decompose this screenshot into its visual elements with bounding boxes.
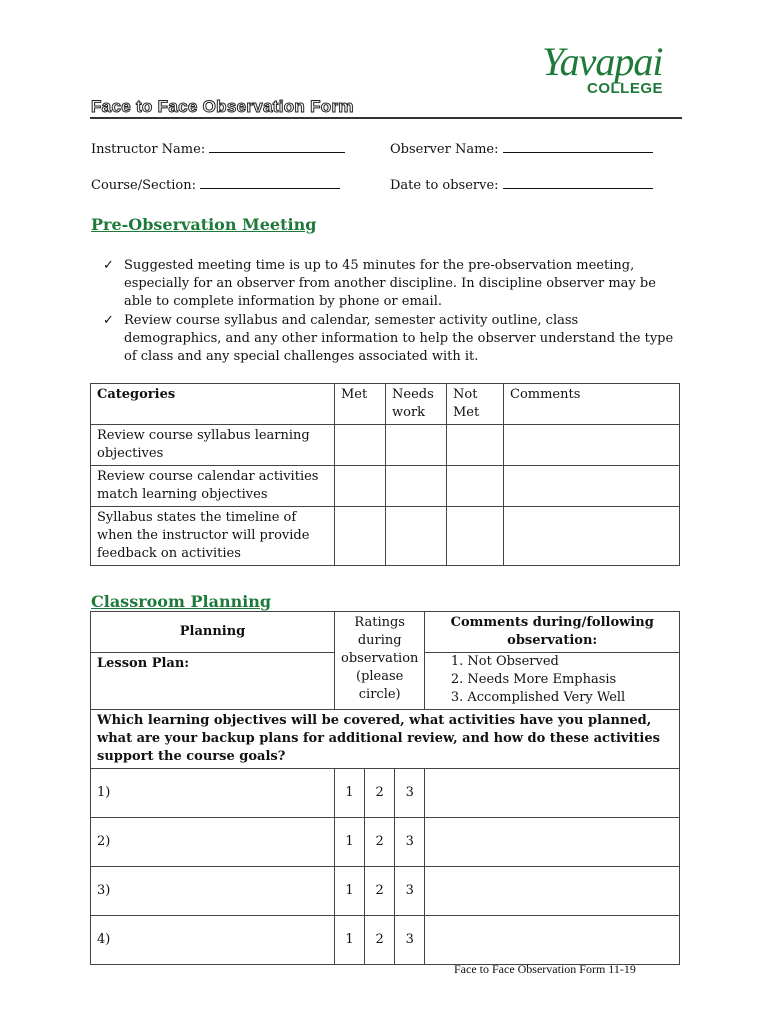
table-row (91, 425, 680, 466)
college-logo-sub: COLLEGE (587, 80, 664, 97)
date-label: Date to observe: (390, 178, 499, 193)
checkmark-icon: ✓ (103, 258, 114, 273)
comments-header: Comments (504, 384, 680, 425)
not-met-cell[interactable] (447, 507, 504, 566)
met-cell[interactable] (335, 507, 386, 566)
course-section-label: Course/Section: (91, 178, 196, 193)
rating-3[interactable]: 3 (395, 916, 425, 965)
comment-scale (425, 653, 680, 710)
category-cell: Review course syllabus learning objectives (91, 425, 335, 466)
rating-2[interactable]: 2 (365, 818, 395, 867)
table-row (91, 916, 680, 965)
observer-name-line[interactable] (503, 140, 653, 153)
needs-work-header: Needs work (386, 384, 447, 425)
form-title: Face to Face Observation Form (91, 97, 354, 116)
table-row (91, 466, 680, 507)
comment-scale-list (431, 653, 673, 707)
not-met-cell[interactable] (447, 466, 504, 507)
comments-during-header: Comments during/following observation: (425, 612, 680, 653)
instructor-name-field (91, 140, 345, 157)
comment-cell[interactable] (425, 769, 680, 818)
scale-item: 1. Not Observed (467, 653, 673, 671)
needs-work-cell[interactable] (386, 466, 447, 507)
bullet-text: Suggested meeting time is up to 45 minutes for the pre-observation meeting, especially for an observer from another discipline. In discipline observer may be able to complete information by phone or email. (124, 258, 656, 309)
course-section-line[interactable] (200, 176, 340, 189)
comment-cell[interactable] (425, 916, 680, 965)
item-label: 2) (91, 818, 335, 867)
planning-header-row (91, 612, 680, 653)
date-field (390, 176, 653, 193)
table-row (91, 867, 680, 916)
rating-2[interactable]: 2 (365, 916, 395, 965)
table-row (91, 818, 680, 867)
needs-work-cell[interactable] (386, 507, 447, 566)
met-cell[interactable] (335, 466, 386, 507)
ratings-header: Ratings during observation (please circle) (335, 612, 425, 710)
instructor-name-line[interactable] (209, 140, 345, 153)
category-cell: Syllabus states the timeline of when the instructor will provide feedback on activities (91, 507, 335, 566)
scale-item: 2. Needs More Emphasis (467, 671, 673, 689)
met-header: Met (335, 384, 386, 425)
observer-name-label: Observer Name: (390, 142, 499, 157)
rating-1[interactable]: 1 (335, 916, 365, 965)
categories-header: Categories (91, 384, 335, 425)
comments-cell[interactable] (504, 507, 680, 566)
checkmark-icon: ✓ (103, 313, 114, 328)
question-row (91, 710, 680, 769)
comments-cell[interactable] (504, 425, 680, 466)
rating-1[interactable]: 1 (335, 769, 365, 818)
table-row (91, 769, 680, 818)
pre-observation-heading: Pre-Observation Meeting (91, 215, 317, 234)
rating-2[interactable]: 2 (365, 867, 395, 916)
pre-observation-bullet (103, 257, 678, 313)
instructor-name-label: Instructor Name: (91, 142, 206, 157)
college-logo-name: Yavapai (542, 39, 663, 84)
rating-1[interactable]: 1 (335, 818, 365, 867)
course-section-field (91, 176, 340, 193)
planning-header: Planning (91, 612, 335, 653)
rating-3[interactable]: 3 (395, 818, 425, 867)
not-met-header: Not Met (447, 384, 504, 425)
page-footer: Face to Face Observation Form 11-19 (454, 962, 636, 976)
item-label: 1) (91, 769, 335, 818)
comment-cell[interactable] (425, 818, 680, 867)
rating-1[interactable]: 1 (335, 867, 365, 916)
not-met-cell[interactable] (447, 425, 504, 466)
rating-3[interactable]: 3 (395, 867, 425, 916)
classroom-planning-heading: Classroom Planning (91, 592, 272, 611)
observer-name-field (390, 140, 653, 157)
title-rule (90, 117, 682, 119)
category-cell: Review course calendar activities match learning objectives (91, 466, 335, 507)
pre-observation-table (90, 383, 680, 566)
bullet-text: Review course syllabus and calendar, semester activity outline, class demographics, and any other information to help the observer understand the type of class and any special challenges associated with it. (124, 313, 674, 364)
comments-cell[interactable] (504, 466, 680, 507)
rating-2[interactable]: 2 (365, 769, 395, 818)
table-header-row (91, 384, 680, 425)
date-line[interactable] (503, 176, 653, 189)
classroom-planning-table (90, 611, 680, 965)
item-label: 4) (91, 916, 335, 965)
planning-question: Which learning objectives will be covered, what activities have you planned, what are your backup plans for additional review, and how do these activities support the course goals? (91, 710, 680, 769)
met-cell[interactable] (335, 425, 386, 466)
item-label: 3) (91, 867, 335, 916)
table-row (91, 507, 680, 566)
comment-cell[interactable] (425, 867, 680, 916)
needs-work-cell[interactable] (386, 425, 447, 466)
scale-item: 3. Accomplished Very Well (467, 689, 673, 707)
pre-observation-bullet (103, 312, 678, 368)
lesson-plan-label: Lesson Plan: (91, 653, 335, 710)
rating-3[interactable]: 3 (395, 769, 425, 818)
